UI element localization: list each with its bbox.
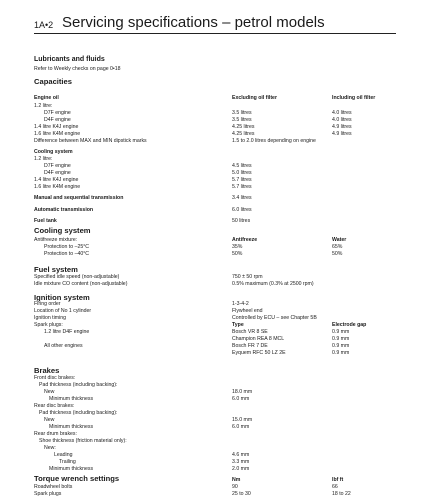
brakes-row (0, 452, 426, 459)
brakes-row (0, 431, 426, 438)
ignition-row (0, 350, 426, 357)
col-lbf-ft: lbf ft (332, 477, 344, 483)
fuel-row (0, 274, 426, 281)
capacities-row-label: Fuel tank (34, 218, 57, 224)
brakes-row (0, 375, 426, 382)
capacities-row (0, 138, 426, 145)
capacities-row-incl-value: 4.0 litres (332, 110, 352, 116)
torque-heading: Torque wrench settings (34, 474, 120, 483)
capacities-row (0, 103, 426, 110)
brakes-row-label: Minimum thickness (49, 424, 94, 430)
brakes-row-label: New (44, 389, 55, 395)
cooling-row-antifreeze-value: 50% (232, 251, 243, 257)
torque-row-label: Roadwheel bolts (34, 484, 73, 490)
capacities-row-excl-value: 4.5 litres (232, 163, 252, 169)
page-title: Servicing specifications – petrol models (62, 14, 325, 31)
capacities-row-label: 1.6 litre K4M engine (34, 131, 81, 137)
capacities-row-incl-value: 4.9 litres (332, 124, 352, 130)
ignition-row-gap-value: 0.9 mm (332, 336, 350, 342)
brakes-heading: Brakes (34, 366, 60, 375)
brakes-row (0, 445, 426, 452)
capacities-heading: Capacities (34, 77, 72, 86)
fuel-heading: Fuel system (34, 265, 78, 274)
brakes-row-label: Pad thickness (including backing): (39, 382, 118, 388)
col-nm: Nm (232, 477, 241, 483)
capacities-row (0, 149, 426, 156)
ignition-row-label: All other engines (44, 343, 83, 349)
ignition-row-type-value: Champion REA 8 MCL (232, 336, 285, 342)
brakes-row (0, 410, 426, 417)
capacities-row (0, 156, 426, 163)
cooling-row-water-value: Water (332, 237, 347, 243)
ignition-row-label: Location of No 1 cylinder (34, 308, 92, 314)
fuel-row-value: 0.5% maximum (0.3% at 2500 rpm) (232, 281, 314, 287)
brakes-row-value: 2.0 mm (232, 466, 250, 472)
ignition-row (0, 343, 426, 350)
ignition-row (0, 336, 426, 343)
torque-row (0, 491, 426, 498)
cooling-row-label: Protection to –25°C (44, 244, 90, 250)
torque-row-nm-value: 90 (232, 484, 238, 490)
brakes-row-value: 4.6 mm (232, 452, 250, 458)
brakes-row-label: Minimum thickness (49, 466, 94, 472)
capacities-row (0, 131, 426, 138)
capacities-row-label: 1.6 litre K4M engine (34, 184, 81, 190)
brakes-row (0, 438, 426, 445)
torque-row (0, 484, 426, 491)
torque-row-lbf-value: 66 (332, 484, 338, 490)
cooling-row-antifreeze-value: 35% (232, 244, 243, 250)
cooling-row (0, 237, 426, 244)
fuel-row-label: Idle mixture CO content (non-adjustable) (34, 281, 128, 287)
brakes-row-label: Shoe thickness (friction material only): (39, 438, 127, 444)
capacities-row-label: D4F engine (44, 117, 71, 123)
cooling-row-water-value: 65% (332, 244, 343, 250)
capacities-row-excl-value: 4.25 litres (232, 124, 255, 130)
brakes-row (0, 417, 426, 424)
ignition-row (0, 301, 426, 308)
brakes-row-value: 18.0 mm (232, 389, 253, 395)
capacities-row-label: D4F engine (44, 170, 71, 176)
brakes-row-label: Leading (54, 452, 73, 458)
cooling-row (0, 244, 426, 251)
cooling-row-label: Antifreeze mixture: (34, 237, 78, 243)
capacities-row-excl-value: 50 litres (232, 218, 251, 224)
capacities-row (0, 170, 426, 177)
capacities-row-incl-value: 4.9 litres (332, 131, 352, 137)
ignition-row-gap-value: Electrode gap (332, 322, 367, 328)
header-rule (34, 33, 396, 34)
capacities-row (0, 195, 426, 202)
capacities-row-label: 1.2 litre: (34, 103, 53, 109)
brakes-row-label: Rear drum brakes: (34, 431, 77, 437)
torque-row-label: Spark plugs (34, 491, 62, 497)
capacities-row-label: Difference between MAX and MIN dipstick marks (34, 138, 147, 144)
fuel-row (0, 281, 426, 288)
ignition-row-type-value: Bosch VR 8 SE (232, 329, 268, 335)
ignition-row (0, 308, 426, 315)
capacities-row (0, 95, 426, 102)
ignition-row-type-value: Controlled by ECU – see Chapter 5B (232, 315, 317, 321)
cooling-row (0, 251, 426, 258)
ignition-row-label: Firing order (34, 301, 61, 307)
brakes-row-label: Front disc brakes: (34, 375, 76, 381)
ignition-row-label: Spark plugs: (34, 322, 63, 328)
capacities-row-label: Manual and sequential transmission (34, 195, 124, 201)
capacities-row-label: 1.2 litre: (34, 156, 53, 162)
brakes-row-label: New (44, 417, 55, 423)
cooling-row-label: Protection to –40°C (44, 251, 90, 257)
capacities-row-excl-value: 5.0 litres (232, 170, 252, 176)
capacities-row-excl-value: 6.0 litres (232, 207, 252, 213)
brakes-row (0, 403, 426, 410)
ignition-row (0, 322, 426, 329)
capacities-row-label: Engine oil (34, 95, 59, 101)
cooling-heading: Cooling system (34, 226, 91, 235)
brakes-row-value: 3.3 mm (232, 459, 250, 465)
capacities-row-label: Cooling system (34, 149, 73, 155)
capacities-row-excl-value: 3.4 litres (232, 195, 252, 201)
capacities-row-excl-value: 1.5 to 2.0 litres depending on engine (232, 138, 316, 144)
capacities-row-excl-value: 5.7 litres (232, 184, 252, 190)
capacities-row (0, 163, 426, 170)
page-number: 1A•2 (34, 20, 54, 30)
capacities-row (0, 218, 426, 225)
lubricants-heading: Lubricants and fluids (34, 56, 105, 63)
torque-row-nm-value: 25 to 30 (232, 491, 251, 497)
fuel-row-value: 750 ± 50 rpm (232, 274, 263, 280)
brakes-row-label: Rear disc brakes: (34, 403, 75, 409)
brakes-row-value: 15.0 mm (232, 417, 253, 423)
ignition-row-gap-value: 0.9 mm (332, 350, 350, 356)
capacities-row-incl-value: 4.0 litres (332, 117, 352, 123)
brakes-row-label: New: (44, 445, 56, 451)
lubricants-note: Refer to Weekly checks on page 0•18 (34, 66, 121, 72)
ignition-row-type-value: Flywheel end (232, 308, 263, 314)
brakes-row-value: 6.0 mm (232, 396, 250, 402)
capacities-row (0, 207, 426, 214)
col-incl-oil-filter: Including oil filter (332, 95, 376, 101)
capacities-row (0, 110, 426, 117)
capacities-row (0, 177, 426, 184)
capacities-row-label: 1.4 litre K4J engine (34, 124, 79, 130)
ignition-row-label: Ignition timing (34, 315, 67, 321)
ignition-row-type-value: Type (232, 322, 244, 328)
ignition-row-label: 1.2 litre D4F engine (44, 329, 90, 335)
ignition-row-type-value: 1-3-4-2 (232, 301, 249, 307)
ignition-row-type-value: Eyquem RFC 50 LZ 2E (232, 350, 286, 356)
capacities-row-label: D7F engine (44, 163, 71, 169)
cooling-row-antifreeze-value: Antifreeze (232, 237, 258, 243)
cooling-row-water-value: 50% (332, 251, 343, 257)
torque-row-lbf-value: 18 to 22 (332, 491, 351, 497)
brakes-row (0, 459, 426, 466)
brakes-row (0, 466, 426, 473)
capacities-row-excl-value: 3.5 litres (232, 117, 252, 123)
brakes-row (0, 389, 426, 396)
brakes-row (0, 396, 426, 403)
ignition-row (0, 315, 426, 322)
fuel-row-label: Specified idle speed (non-adjustable) (34, 274, 120, 280)
ignition-row-type-value: Bosch FR 7 DE (232, 343, 268, 349)
ignition-row-gap-value: 0.9 mm (332, 343, 350, 349)
col-excl-oil-filter: Excluding oil filter (232, 95, 277, 101)
capacities-row (0, 184, 426, 191)
capacities-row-excl-value: 4.25 litres (232, 131, 255, 137)
brakes-row (0, 424, 426, 431)
capacities-row-excl-value: 3.5 litres (232, 110, 252, 116)
ignition-row (0, 329, 426, 336)
capacities-row-excl-value: 5.7 litres (232, 177, 252, 183)
ignition-row-gap-value: 0.9 mm (332, 329, 350, 335)
brakes-row-value: 6.0 mm (232, 424, 250, 430)
ignition-heading: Ignition system (34, 293, 90, 302)
capacities-row-label: Automatic transmission (34, 207, 94, 213)
capacities-row-label: 1.4 litre K4J engine (34, 177, 79, 183)
brakes-row-label: Pad thickness (including backing): (39, 410, 118, 416)
brakes-row (0, 382, 426, 389)
capacities-row (0, 117, 426, 124)
capacities-row (0, 124, 426, 131)
brakes-row-label: Minimum thickness (49, 396, 94, 402)
brakes-row-label: Trailing (59, 459, 76, 465)
capacities-row-label: D7F engine (44, 110, 71, 116)
